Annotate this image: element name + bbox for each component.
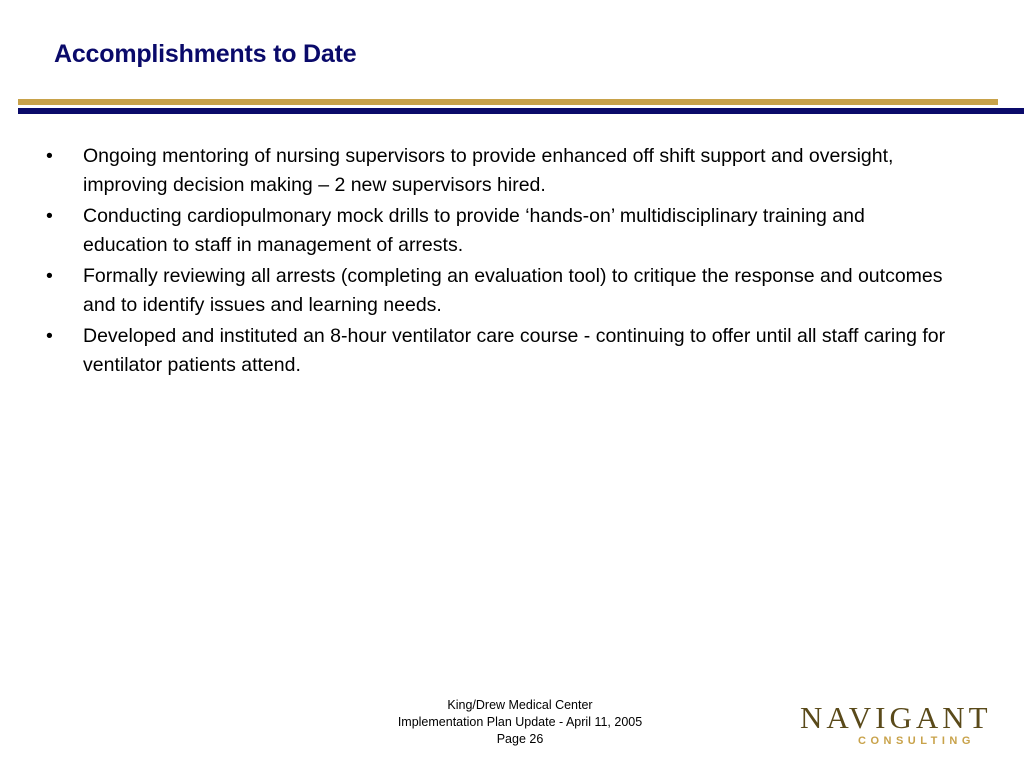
navigant-logo <box>800 700 992 750</box>
bullet-icon: • <box>46 265 53 287</box>
bullet-item <box>46 322 946 380</box>
logo-wordmark: NAVIGANT <box>800 700 992 735</box>
bullet-icon: • <box>46 145 53 167</box>
bullet-text: Conducting cardiopulmonary mock drills to provide ‘hands-on’ multidisciplinary training and education to staff in management of arrests. <box>83 205 865 256</box>
bullet-icon: • <box>46 325 53 347</box>
bullet-item <box>46 142 946 200</box>
navy-divider <box>18 108 1024 114</box>
page-number: Page 26 <box>496 732 544 746</box>
gold-divider <box>18 99 998 105</box>
slide-footer <box>340 697 700 748</box>
bullet-text: Formally reviewing all arrests (completing an evaluation tool) to critique the response and outcomes and to identify issues and learning needs. <box>83 265 943 316</box>
bullet-icon: • <box>46 205 53 227</box>
bullet-list <box>46 142 946 382</box>
footer-organization: King/Drew Medical Center <box>447 698 593 712</box>
bullet-text: Developed and instituted an 8-hour ventilator care course - continuing to offer until all staff caring for ventilator patients attend. <box>83 325 946 376</box>
slide-title: Accomplishments to Date <box>54 40 357 68</box>
bullet-item <box>46 202 946 260</box>
footer-document: Implementation Plan Update - April 11, 2005 <box>397 715 643 729</box>
bullet-text: Ongoing mentoring of nursing supervisors to provide enhanced off shift support and oversight, improving decision making – 2 new supervisors hired. <box>83 145 894 196</box>
bullet-item <box>46 262 946 320</box>
logo-subtitle: CONSULTING <box>858 735 975 747</box>
